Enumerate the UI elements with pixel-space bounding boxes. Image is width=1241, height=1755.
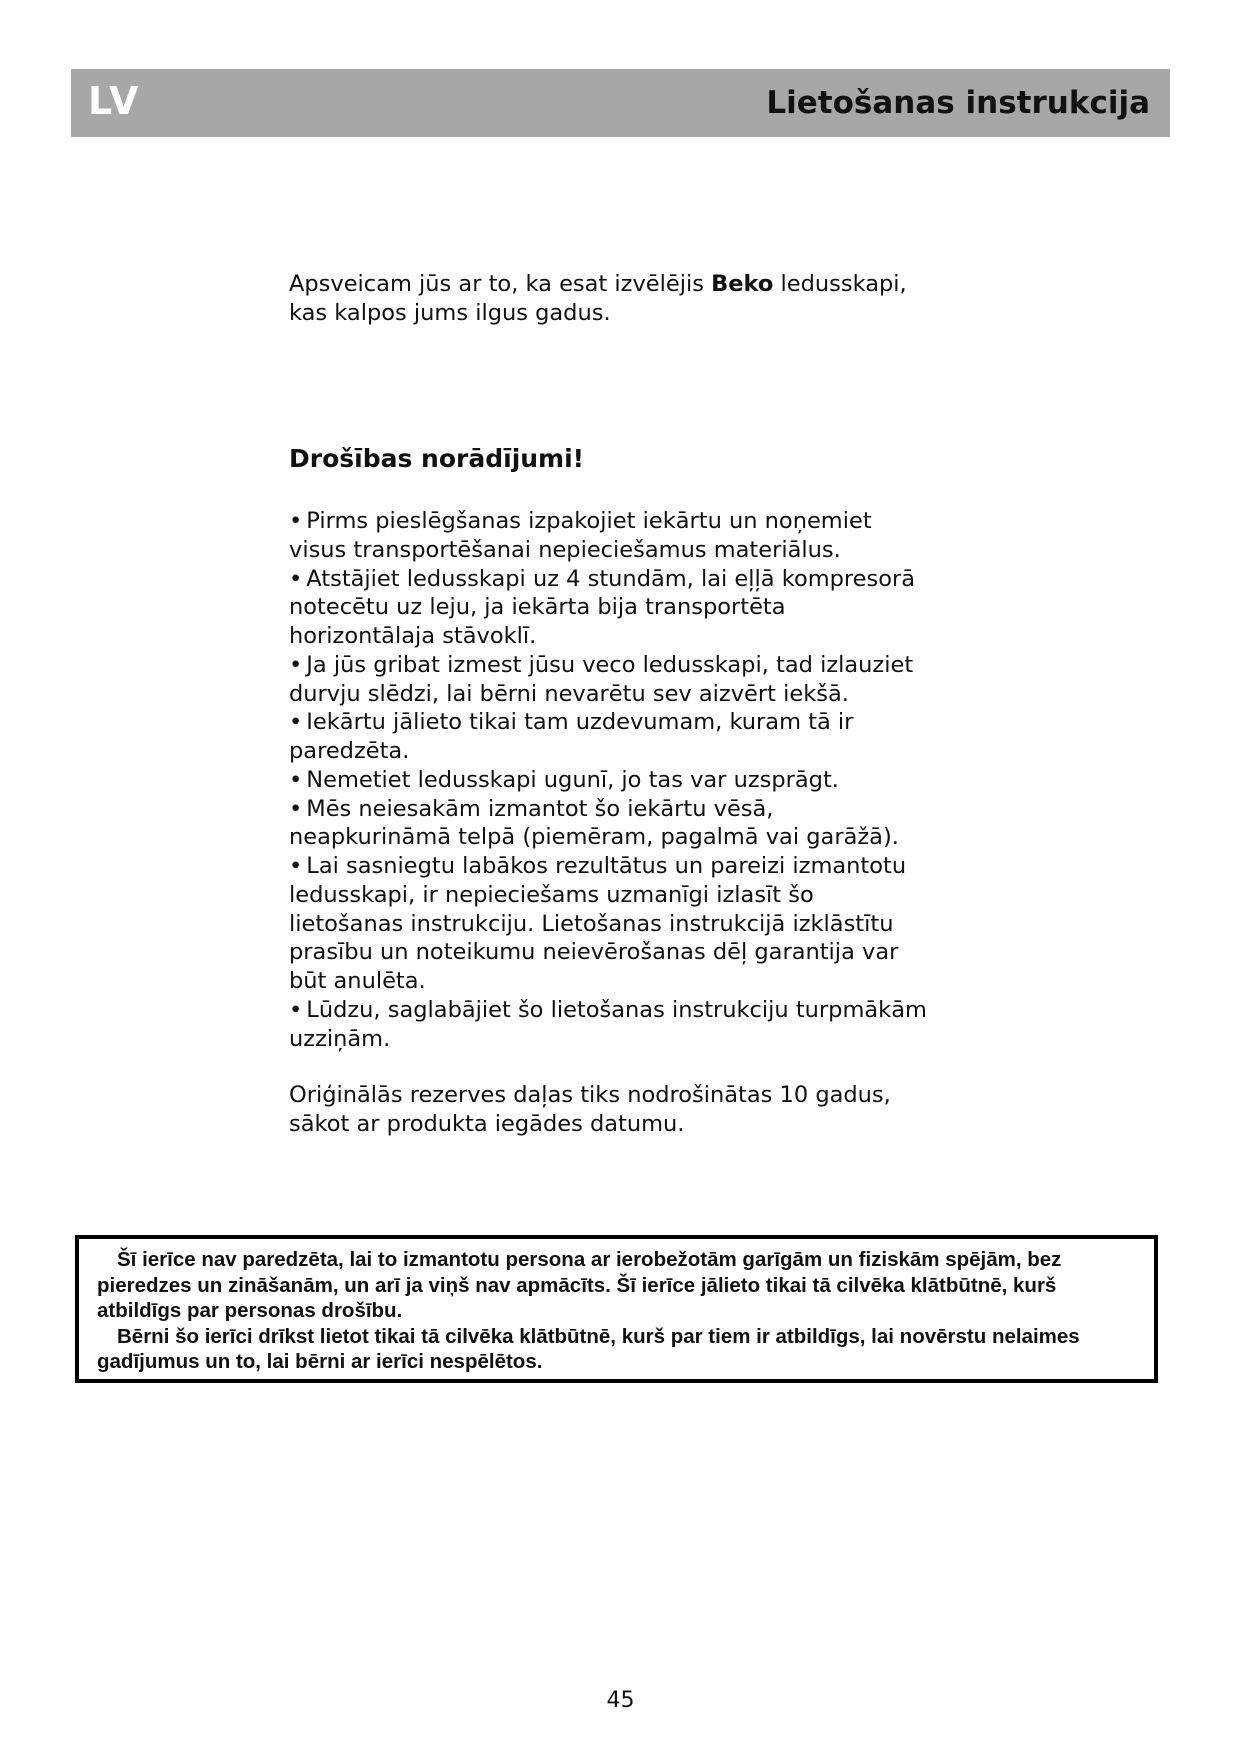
bullet: •: [289, 651, 303, 678]
spare-parts-line-2: sākot ar produkta iegādes datumu.: [289, 1111, 685, 1137]
safety-list: [289, 507, 929, 1053]
safety-item: [289, 708, 929, 766]
safety-item-text: Lai sasniegtu labākos rezultātus un pareizi izmantotu ledusskapi, ir nepieciešams uzmanīgi izlasīt šo lietošanas instrukciju. Lietošanas instrukcijā izklāstītu prasību un noteikumu neievērošanas dēļ garantija var būt anulēta.: [289, 853, 907, 994]
safety-item-text: Iekārtu jālieto tikai tam uzdevumam, kuram tā ir paredzēta.: [289, 709, 854, 764]
language-code: LV: [88, 79, 141, 123]
safety-item: [289, 852, 929, 996]
header-bar: [71, 69, 1170, 137]
intro-line-1: [289, 270, 929, 299]
intro-text-after-brand: ledusskapi,: [773, 271, 907, 297]
safety-item: [289, 565, 929, 651]
safety-heading: Drošības norādījumi!: [289, 444, 585, 473]
bullet: •: [289, 709, 303, 736]
safety-item: [289, 996, 929, 1054]
safety-item-text: Atstājiet ledusskapi uz 4 stundām, lai eļļā kompresorā notecētu uz leju, ja iekārta bija transportēta horizontālaja stāvoklī.: [289, 565, 916, 649]
warning-box: [75, 1235, 1158, 1383]
page-number: 45: [606, 1688, 635, 1713]
intro-text-before-brand: Apsveicam jūs ar to, ka esat izvēlējis: [289, 271, 712, 297]
safety-item: [289, 651, 929, 709]
safety-item: [289, 795, 929, 853]
safety-item: [289, 507, 929, 565]
intro-paragraph: [289, 270, 929, 328]
spare-parts-notice: [289, 1081, 929, 1139]
bullet: •: [289, 795, 303, 822]
safety-item-text: Ja jūs gribat izmest jūsu veco ledusskapi, tad izlauziet durvju slēdzi, lai bērni nevarētu sev aizvērt iekšā.: [289, 651, 914, 707]
bullet: •: [289, 766, 303, 793]
bullet: •: [289, 565, 303, 592]
intro-line-2: kas kalpos jums ilgus gadus.: [289, 300, 611, 326]
safety-item-text: Lūdzu, saglabājiet šo lietošanas instrukciju turpmākām uzziņām.: [289, 996, 927, 1052]
safety-item-text: Mēs neiesakām izmantot šo iekārtu vēsā, neapkurināmā telpā (piemēram, pagalmā vai garāžā).: [289, 795, 899, 851]
warning-paragraph-1: Šī ierīce nav paredzēta, lai to izmantotu persona ar ierobežotām garīgām un fiziskām spējām, bez pieredzes un zināšanām, un arī ja viņš nav apmācīts. Šī ierīce jālieto tikai tā cilvēka klātbūtnē, kurš atbildīgs par personas drošību.: [97, 1248, 1062, 1322]
spare-parts-line-1: Oriģinālās rezerves daļas tiks nodrošinātas 10 gadus,: [289, 1082, 891, 1108]
safety-item: [289, 766, 929, 795]
warning-paragraph-2: Bērni šo ierīci drīkst lietot tikai tā cilvēka klātbūtnē, kurš par tiem ir atbildīgs, lai novērstu nelaimes gadījumus un to, lai bērni ar ierīci nespēlētos.: [97, 1324, 1080, 1373]
bullet: •: [289, 508, 303, 534]
brand-name: Beko: [711, 271, 774, 297]
bullet: •: [289, 996, 303, 1023]
safety-item-text: Nemetiet ledusskapi ugunī, jo tas var uzsprāgt.: [306, 766, 839, 793]
document-title: Lietošanas instrukcija: [766, 85, 1150, 121]
safety-item-text: Pirms pieslēgšanas izpakojiet iekārtu un noņemiet visus transportēšanai nepieciešamus materiālus.: [289, 508, 872, 563]
bullet: •: [289, 853, 303, 879]
